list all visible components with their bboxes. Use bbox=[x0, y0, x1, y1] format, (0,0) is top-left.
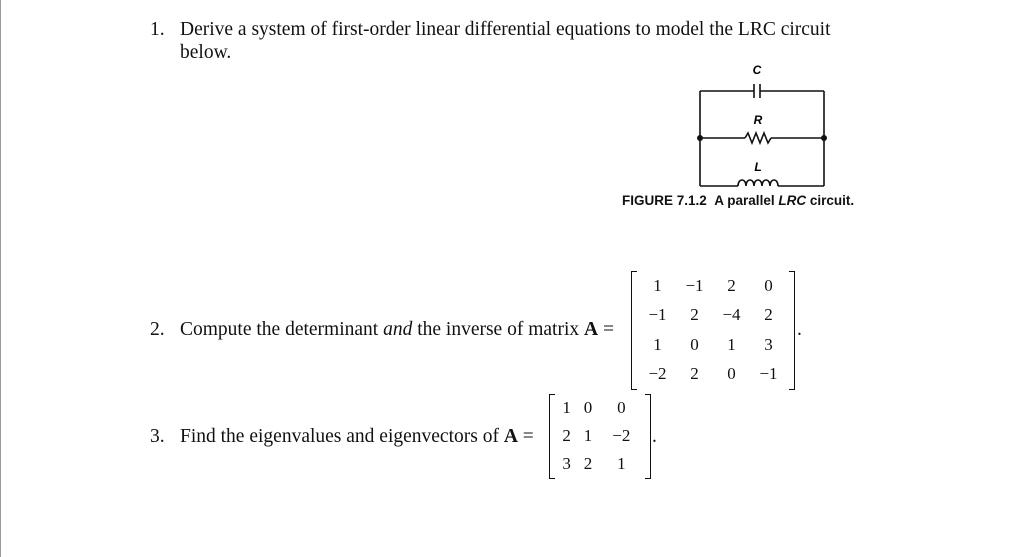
matrix-row bbox=[639, 301, 787, 331]
matrix-row bbox=[639, 360, 787, 390]
matrix-row bbox=[556, 450, 644, 478]
matrix-entry: 0 bbox=[764, 275, 773, 295]
label-r: R bbox=[753, 113, 763, 127]
matrix-entry: 2 bbox=[583, 454, 593, 473]
left-bracket bbox=[631, 271, 637, 390]
matrix-entry: −4 bbox=[722, 305, 741, 325]
matrix-entry: 2 bbox=[690, 364, 699, 384]
matrix-entry: 2 bbox=[562, 426, 571, 445]
matrix-entry: 2 bbox=[764, 305, 773, 325]
problem-3-number: 3. bbox=[150, 426, 165, 447]
matrix-row bbox=[556, 394, 644, 422]
matrix-2-4x4 bbox=[631, 271, 795, 390]
inductor-coil bbox=[738, 180, 778, 186]
matrix-row bbox=[556, 422, 644, 450]
matrix-entry: 0 bbox=[617, 398, 626, 417]
page-border bbox=[0, 0, 1, 557]
problem-2-period: . bbox=[797, 319, 802, 340]
problem-3-text: Find the eigenvalues and eigenvectors of A = bbox=[180, 426, 534, 447]
problem-1-text-line2: below. bbox=[180, 42, 232, 63]
matrix-3-3x3 bbox=[549, 394, 651, 479]
label-l: L bbox=[754, 160, 762, 174]
problem-2-number: 2. bbox=[150, 319, 165, 340]
matrix-entry: −2 bbox=[648, 364, 667, 384]
problem-2-text: Compute the determinant and the inverse of matrix A = bbox=[180, 319, 614, 340]
matrix-entry: 2 bbox=[690, 305, 699, 325]
problem-3-period: . bbox=[652, 426, 657, 447]
matrix-entry: 3 bbox=[764, 334, 773, 354]
matrix-entry: 0 bbox=[690, 334, 699, 354]
matrix-entry: 1 bbox=[727, 334, 736, 354]
matrix-entry: 2 bbox=[727, 275, 736, 295]
matrix-entry: −1 bbox=[648, 305, 667, 325]
caption-number: FIGURE 7.1.2 bbox=[622, 193, 707, 208]
matrix-entry: −2 bbox=[612, 426, 631, 445]
matrix-entry: 1 bbox=[653, 334, 662, 354]
lrc-circuit-diagram bbox=[690, 60, 830, 190]
matrix-entry: 1 bbox=[617, 454, 626, 473]
left-bracket bbox=[549, 394, 555, 479]
right-bracket bbox=[789, 271, 795, 390]
matrix-row bbox=[639, 271, 787, 301]
matrix-entry: 1 bbox=[562, 398, 571, 417]
resistor-zigzag bbox=[745, 133, 771, 143]
matrix-entry: 0 bbox=[583, 398, 593, 417]
figure-caption: FIGURE 7.1.2 A parallel LRC circuit. bbox=[622, 193, 855, 208]
problem-1-text-line1: Derive a system of first-order linear differential equations to model the LRC circuit bbox=[180, 19, 831, 40]
matrix-entry: 1 bbox=[653, 275, 662, 295]
label-c: C bbox=[752, 63, 762, 77]
problem-1-number: 1. bbox=[150, 19, 165, 40]
matrix-entry: 3 bbox=[562, 454, 571, 473]
matrix-entry: −1 bbox=[685, 275, 704, 295]
matrix-entry: −1 bbox=[759, 364, 778, 384]
matrix-row bbox=[639, 330, 787, 360]
left-node bbox=[697, 135, 703, 141]
matrix-entry: 0 bbox=[727, 364, 736, 384]
right-node bbox=[821, 135, 827, 141]
matrix-entry: 1 bbox=[583, 426, 593, 445]
right-bracket bbox=[645, 394, 651, 479]
